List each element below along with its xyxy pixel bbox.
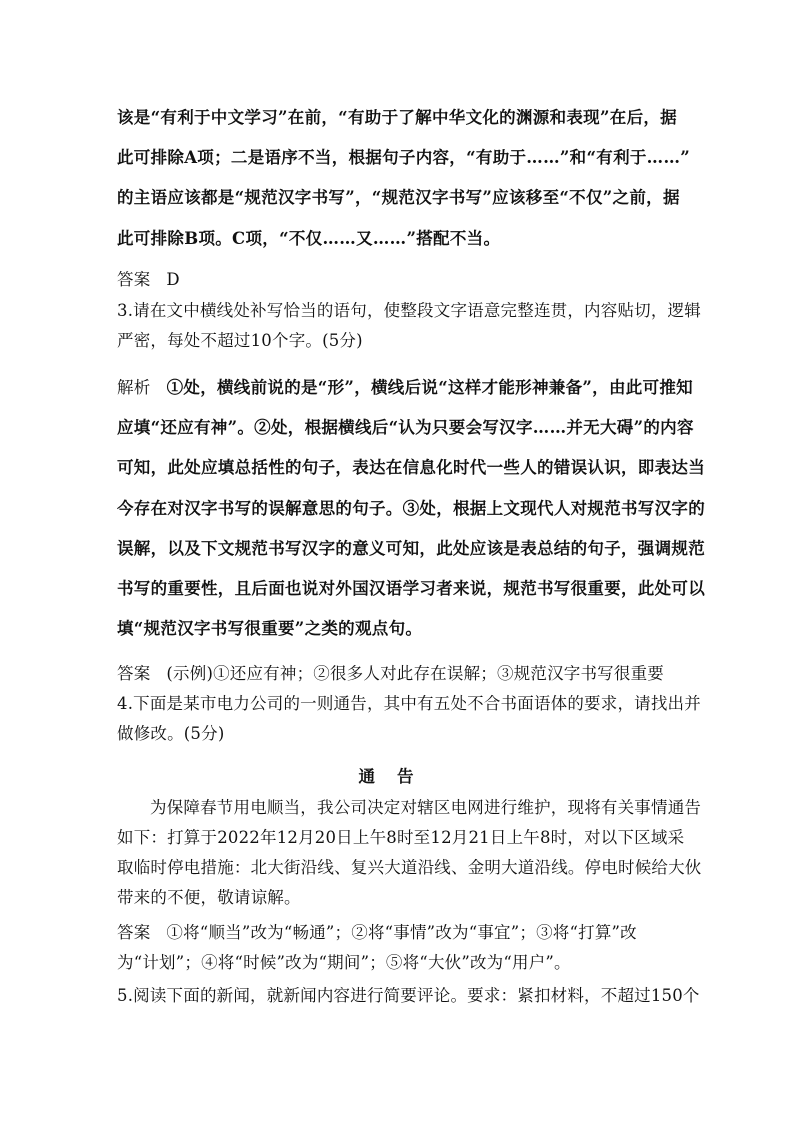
text-line: ①处，横线前说的是“形”，横线后说“这样才能形神兼备”，由此可推知 bbox=[166, 378, 693, 397]
q4-question bbox=[117, 689, 701, 749]
text-line: 填“规范汉字书写很重要”之类的观点句。 bbox=[117, 619, 423, 639]
text-line: 书写的重要性，且后面也说对外国汉语学习者来说，规范书写很重要，此处可以 bbox=[117, 578, 705, 598]
question-line: 4.下面是某市电力公司的一则通告，其中有五处不合书面语体的要求，请找出并 bbox=[117, 694, 701, 713]
notice-title: 通告 bbox=[358, 767, 436, 786]
analysis-label: 解析 bbox=[117, 378, 151, 397]
answer-label: 答案 bbox=[117, 270, 151, 289]
text-line: 今存在对汉字书写的误解意思的句子。③处，根据上文现代人对规范书写汉字的 bbox=[117, 498, 705, 518]
answer-label: 答案 bbox=[117, 923, 151, 942]
text-line: 应填“还应有神”。②处，根据横线后“认为只要会写汉字……并无大碍”的内容 bbox=[117, 418, 694, 438]
question-line: 5.阅读下面的新闻，就新闻内容进行简要评论。要求：紧扣材料，不超过150个 bbox=[117, 986, 700, 1005]
answer-value: D bbox=[166, 270, 180, 289]
text-line: 的主语应该都是“规范汉字书写”，“规范汉字书写”应该移至“不仅”之前，据 bbox=[117, 188, 680, 208]
q2-analysis-continuation bbox=[117, 98, 691, 259]
q3-question bbox=[117, 296, 701, 356]
question-line: 做修改。(5分) bbox=[117, 724, 225, 743]
text-line: 此可排除A项；二是语序不当，根据句子内容，“有助于……”和“有利于……” bbox=[117, 148, 691, 168]
q3-answer bbox=[117, 659, 682, 689]
notice-body bbox=[117, 793, 702, 913]
q4-answer bbox=[117, 918, 682, 978]
notice-line: 为保障春节用电顺当，我公司决定对辖区电网进行维护，现将有关事情通告 bbox=[150, 798, 702, 817]
text-line: 该是“有利于中文学习”在前，“有助于了解中华文化的渊源和表现”在后，据 bbox=[117, 108, 677, 127]
answer-value: (示例)①还应有神；②很多人对此存在误解；③规范汉字书写很重要 bbox=[166, 664, 664, 683]
answer-label: 答案 bbox=[117, 664, 151, 683]
question-line: 严密，每处不超过10个字。(5分) bbox=[117, 331, 363, 350]
answer-line: 为“计划”；④将“时候”改为“期间”；⑤将“大伙”改为“用户”。 bbox=[117, 953, 571, 972]
notice-line: 取临时停电措施：北大街沿线、复兴大道沿线、金明大道沿线。停电时候给大伙 bbox=[117, 858, 702, 877]
text-line: 可知，此处应填总括性的句子，表达在信息化时代一些人的错误认识，即表达当 bbox=[117, 458, 705, 478]
text-line: 此可排除B项。C项，“不仅……又……”搭配不当。 bbox=[117, 228, 501, 248]
q5-question bbox=[117, 981, 700, 1011]
text-line: 误解，以及下文规范书写汉字的意义可知，此处应该是表总结的句子，强调规范 bbox=[117, 538, 705, 558]
q3-analysis bbox=[117, 368, 705, 649]
q2-answer bbox=[117, 265, 682, 295]
notice-line: 如下：打算于2022年12月20日上午8时至12月21日上午8时，对以下区域采 bbox=[117, 828, 685, 847]
notice-line: 带来的不便，敬请谅解。 bbox=[117, 888, 301, 907]
answer-line: ①将“顺当”改为“畅通”；②将“事情”改为“事宜”；③将“打算”改 bbox=[166, 923, 637, 942]
question-line: 3.请在文中横线处补写恰当的语句，使整段文字语意完整连贯，内容贴切，逻辑 bbox=[117, 301, 701, 320]
